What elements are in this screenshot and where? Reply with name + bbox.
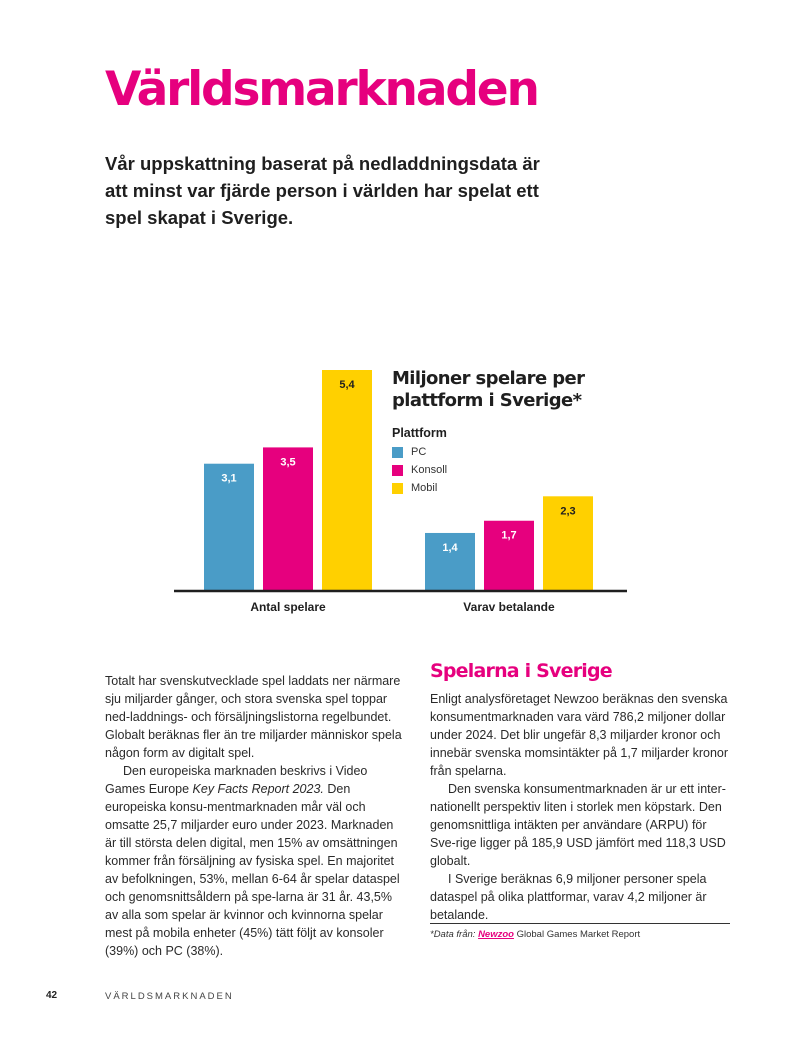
body-paragraph: Den europeiska marknaden beskrivs i Video Games Europe Key Facts Report 2023. Den europeiska konsu-mentmarknaden mår väl och omsatte 25,7 miljarder euro under 2023. Marknaden är till största delen digital, men 15% av omsättningen kommer från försäljning av fysiska spel. En majoritet av befolkningen, 53%, mellan 6-64 år spelar dataspel och genomsnittsåldern på spe-larna är 31 år. 43,5% av alla som spelar är kvinnor och kvinnorna spelar mest på mobila enheter (45%) tätt följt av konsoler (39%) och PC (38%). bbox=[105, 764, 400, 958]
left-column bbox=[105, 672, 405, 960]
legend-item-konsoll bbox=[392, 464, 632, 476]
category-label: Varav betalande bbox=[463, 600, 555, 614]
legend-label-mobil: Mobil bbox=[411, 482, 438, 494]
legend-item-mobil bbox=[392, 482, 632, 494]
chart-title: Miljoner spelare per plattform i Sverige* bbox=[392, 368, 585, 411]
legend-item-pc bbox=[392, 446, 632, 458]
legend-title: Plattform bbox=[392, 426, 447, 440]
legend-swatch-konsoll bbox=[392, 465, 403, 476]
bar-value-label: 2,3 bbox=[560, 505, 576, 518]
page-title: Världsmarknaden bbox=[105, 62, 538, 117]
page-number: 42 bbox=[46, 990, 58, 1001]
section-heading: Spelarna i Sverige bbox=[430, 660, 612, 682]
right-column bbox=[430, 690, 730, 924]
body-paragraph: Totalt har svenskutvecklade spel laddats ner närmare sju miljarder gånger, och stora svenska spel toppar ned-laddnings- och försäljningslistorna regelbundet. Globalt beräknas fler än tre miljarder människor spela någon form av digitalt spel. bbox=[105, 674, 402, 760]
legend-label-konsoll: Konsoll bbox=[411, 464, 448, 476]
lead-paragraph: Vår uppskattning baserat på nedladdningsdata är att minst var fjärde person i världen har spelat ett spel skapat i Sverige. bbox=[105, 153, 540, 228]
legend-swatch-pc bbox=[392, 447, 403, 458]
body-paragraph: Den svenska konsumentmarknaden är ur ett inter-nationellt perspektiv liten i storlek men köpstark. Den genomsnittliga intäkten per användare (ARPU) för Sve-rige ligger på 185,9 USD jämfört med 118,3 USD globalt. bbox=[430, 782, 726, 868]
bar-mobil-1 bbox=[322, 370, 372, 590]
newzoo-link[interactable]: Newzoo bbox=[478, 929, 514, 940]
bar-value-label: 3,5 bbox=[280, 456, 296, 469]
body-paragraph: Enligt analysföretaget Newzoo beräknas den svenska konsumentmarknaden vara värd 786,2 miljoner dollar under 2024. Det blir ungefär 8,3 miljarder kronor och innebär svenska momsintäkter på 1,7 miljarder kronor från spelarna. bbox=[430, 692, 729, 778]
bar-value-label: 3,1 bbox=[221, 472, 237, 485]
running-header: VÄRLDSMARKNADEN bbox=[105, 991, 234, 1002]
legend-swatch-mobil bbox=[392, 483, 403, 494]
category-label: Antal spelare bbox=[250, 600, 326, 614]
footnote-divider bbox=[430, 923, 730, 924]
bar-value-label: 5,4 bbox=[339, 379, 355, 391]
bar-value-label: 1,7 bbox=[501, 529, 517, 542]
footnote: *Data från: Newzoo Global Games Market Report bbox=[430, 929, 641, 940]
bar-konsoll-1 bbox=[263, 447, 313, 590]
chart-legend bbox=[392, 368, 632, 494]
legend-label-pc: PC bbox=[411, 446, 427, 458]
body-paragraph: I Sverige beräknas 6,9 miljoner personer spela dataspel på olika plattformar, varav 4,2 miljoner är betalande. bbox=[430, 872, 707, 922]
bar-value-label: 1,4 bbox=[442, 541, 458, 554]
